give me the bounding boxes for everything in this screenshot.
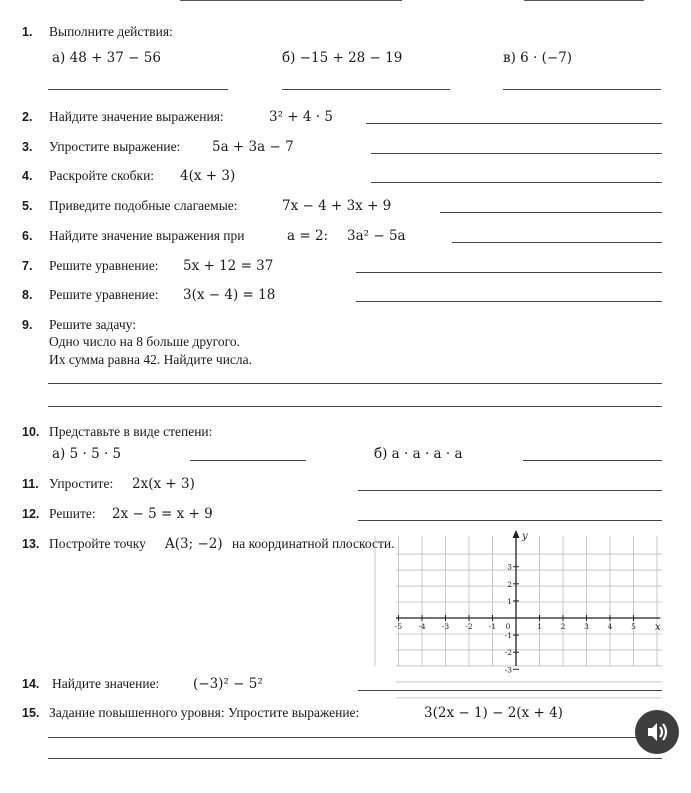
y-axis-arrow [513, 530, 520, 538]
task-1c-answer-line[interactable] [503, 89, 661, 90]
x-tick-label: -2 [465, 622, 473, 631]
x-tick-label: 4 [607, 622, 613, 631]
speaker-button[interactable] [635, 710, 679, 754]
task-4-number: 4. [22, 169, 33, 183]
y-tick-label: 1 [507, 596, 512, 606]
task-14-expression: (−3)² − 5² [193, 676, 263, 692]
task-3-answer-line[interactable] [371, 153, 662, 154]
task-14-answer-line[interactable] [358, 690, 662, 691]
task-8-answer-line[interactable] [356, 301, 662, 302]
task-5-answer-line[interactable] [440, 212, 662, 213]
task-9-answer-line-2[interactable] [48, 406, 662, 407]
y-tick-label: -3 [504, 665, 512, 675]
task-4-expression: 4(x + 3) [180, 168, 236, 184]
y-axis-label: y [522, 531, 528, 542]
task-14-text: Найдите значение: [52, 676, 160, 691]
task-7-answer-line[interactable] [356, 272, 662, 273]
task-10a-answer-line[interactable] [190, 460, 306, 461]
task-4-answer-line[interactable] [371, 182, 662, 183]
task-6-condition: a = 2: [287, 228, 329, 244]
coordinate-plane[interactable] [392, 528, 667, 675]
task-6-text: Найдите значение выражения при [49, 228, 245, 243]
task-4-text: Раскройте скобки: [49, 168, 155, 183]
task-5-expression: 7x − 4 + 3x + 9 [282, 198, 392, 214]
header-date-line [524, 0, 644, 1]
x-tick-label: 0 [505, 622, 511, 631]
task-2-expression: 3² + 4 · 5 [269, 109, 333, 125]
x-tick-label: 1 [537, 622, 542, 631]
task-2-text: Найдите значение выражения: [49, 109, 224, 124]
task-13-point: A(3; −2) [165, 536, 223, 552]
task-11-text: Упростите: [49, 476, 114, 491]
task-10b-answer-line[interactable] [523, 460, 662, 461]
task-15-text: Задание повышенного уровня: Упростите выражение: [49, 705, 360, 720]
task-1-text: Выполните действия: [49, 24, 173, 39]
task-2-number: 2. [22, 110, 33, 124]
task-11-number: 11. [22, 477, 39, 491]
task-7-text: Решите уравнение: [49, 258, 159, 273]
task-14-number: 14. [22, 677, 40, 691]
task-8-expression: 3(x − 4) = 18 [183, 287, 276, 303]
x-tick-label: -4 [418, 622, 426, 631]
task-6-expression: 3a² − 5a [347, 228, 406, 244]
task-1b-expression: б) −15 + 28 − 19 [282, 50, 403, 66]
task-9-text: Решите задачу: [49, 317, 136, 332]
y-tick-label: 2 [507, 579, 512, 589]
task-1b-answer-line[interactable] [282, 89, 450, 90]
task-6-number: 6. [22, 229, 33, 243]
y-tick-label: -2 [504, 648, 512, 658]
task-9-number: 9. [22, 318, 33, 332]
task-8-text: Решите уравнение: [49, 287, 159, 302]
task-3-number: 3. [22, 140, 33, 154]
x-tick-label: 2 [560, 622, 566, 631]
task-8-number: 8. [22, 288, 33, 302]
x-tick-label: -3 [441, 622, 450, 631]
task-11-expression: 2x(x + 3) [132, 476, 195, 492]
header-name-line [180, 0, 402, 1]
task-11-answer-line[interactable] [358, 490, 662, 491]
task-7-number: 7. [22, 259, 33, 273]
task-5-number: 5. [22, 199, 33, 213]
task-1a-answer-line[interactable] [48, 89, 228, 90]
speaker-icon [635, 710, 679, 754]
task-3-expression: 5a + 3a − 7 [212, 139, 294, 155]
task-15-number: 15. [22, 706, 40, 720]
task-10-text: Представьте в виде степени: [49, 424, 213, 439]
task-12-text: Решите: [49, 506, 96, 521]
task-10-number: 10. [22, 425, 40, 439]
x-tick-label: 3 [584, 622, 589, 631]
task-2-answer-line[interactable] [366, 123, 662, 124]
task-1-number: 1. [22, 25, 33, 39]
task-5-text: Приведите подобные слагаемые: [49, 198, 238, 213]
x-tick-label: 5 [631, 622, 636, 631]
task-13-number: 13. [22, 537, 40, 551]
x-axis-label: x [655, 622, 661, 633]
y-tick-label: 3 [507, 562, 512, 572]
x-tick-label: -5 [394, 622, 403, 631]
task-10a-expression: а) 5 · 5 · 5 [52, 446, 122, 462]
task-13-text: Постройте точку [49, 536, 146, 551]
task-13-tail: на координатной плоскости. [232, 536, 395, 551]
task-12-expression: 2x − 5 = x + 9 [112, 506, 213, 522]
task-9-answer-line-1[interactable] [48, 383, 662, 384]
task-1c-expression: в) 6 · (−7) [503, 50, 573, 66]
task-9-line-2: Их сумма равна 42. Найдите числа. [49, 352, 253, 367]
x-tick-label: -1 [488, 622, 497, 631]
task-1a-expression: а) 48 + 37 − 56 [52, 50, 161, 66]
task-10b-expression: б) a · a · a · a [374, 446, 463, 462]
task-15-answer-line-1[interactable] [48, 737, 638, 738]
task-15-expression: 3(2x − 1) − 2(x + 4) [424, 705, 563, 721]
task-12-number: 12. [22, 507, 40, 521]
task-12-answer-line[interactable] [358, 520, 662, 521]
task-15-answer-line-2[interactable] [48, 758, 662, 759]
task-3-text: Упростите выражение: [49, 139, 181, 154]
task-9-line-1: Одно число на 8 больше другого. [49, 334, 240, 349]
y-tick-label: -1 [504, 631, 512, 641]
task-7-expression: 5x + 12 = 37 [183, 258, 274, 274]
task-6-answer-line[interactable] [452, 242, 662, 243]
